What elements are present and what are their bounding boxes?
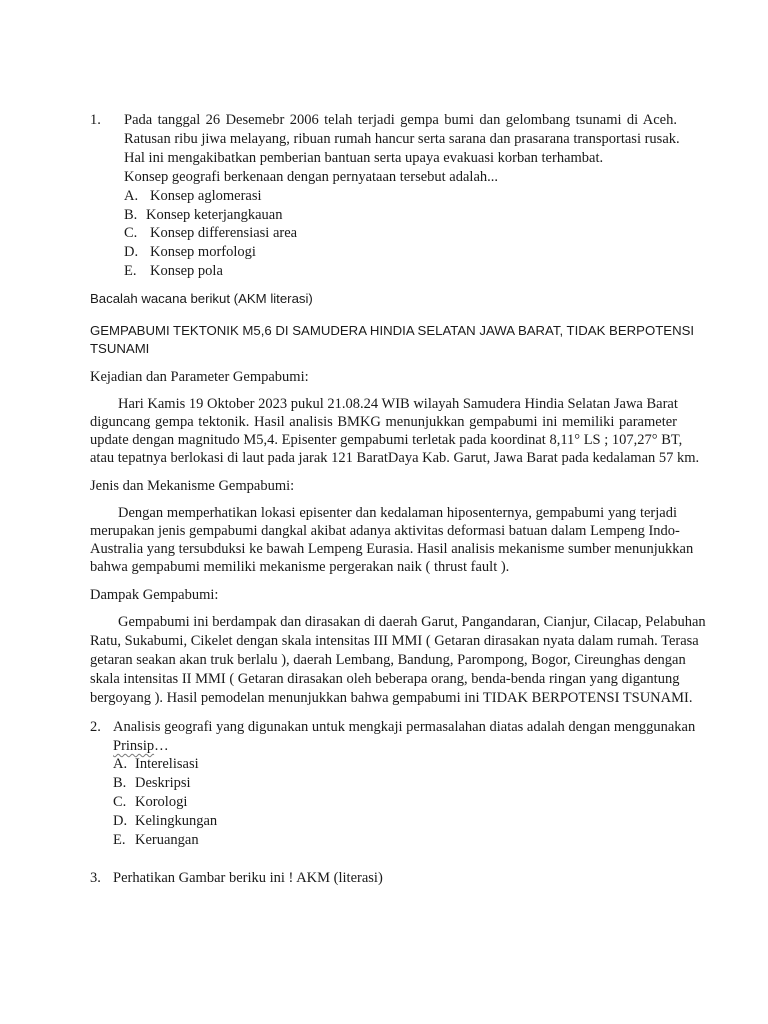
option-letter: B.: [113, 775, 127, 791]
question-number: 3.: [90, 870, 101, 886]
question-text-line: Hal ini mengakibatkan pemberian bantuan serta upaya evakuasi korban terhambat.: [124, 150, 604, 166]
option-letter: C.: [113, 794, 127, 810]
spellcheck-word: Prinsip: [113, 738, 155, 754]
paragraph-line: getaran seakan akan truk berlalu ), daerah Lembang, Bandung, Parompong, Bogor, Cireunghas dengan: [90, 652, 686, 668]
question-text-line: Perhatikan Gambar beriku ini ! AKM (literasi): [113, 870, 383, 886]
answer-option-d[interactable]: [124, 243, 256, 261]
option-text: Konsep morfologi: [150, 244, 256, 260]
section-heading: Jenis dan Mekanisme Gempabumi:: [90, 478, 295, 494]
article-title: GEMPABUMI TEKTONIK M5,6 DI SAMUDERA HINDIA SELATAN JAWA BARAT, TIDAK BERPOTENSI: [90, 323, 695, 338]
option-text: Konsep differensiasi area: [150, 225, 298, 241]
question-text-line: Ratusan ribu jiwa melayang, ribuan rumah hancur serta sarana dan prasarana transportasi rusak.: [124, 131, 680, 147]
question-text-line: [113, 737, 169, 755]
paragraph-line: atau tepatnya berlokasi di laut pada jarak 121 BaratDaya Kab. Garut, Jawa Barat pada kedalaman 57 km.: [90, 450, 700, 466]
paragraph-line: Dengan memperhatikan lokasi episenter dan kedalaman hiposenternya, gempabumi yang terjadi: [118, 505, 677, 521]
paragraph-line: bergoyang ). Hasil pemodelan menunjukkan bahwa gempabumi ini TIDAK BERPOTENSI TSUNAMI.: [90, 690, 693, 706]
section-heading: Kejadian dan Parameter Gempabumi:: [90, 369, 309, 385]
answer-option-a[interactable]: [124, 187, 262, 205]
option-text: Konsep aglomerasi: [150, 188, 262, 204]
option-text: Konsep keterjangkauan: [146, 207, 283, 223]
paragraph-line: Gempabumi ini berdampak dan dirasakan di daerah Garut, Pangandaran, Cianjur, Cilacap, Pelabuhan: [118, 614, 706, 630]
option-letter: E.: [113, 832, 126, 848]
question-number: 2.: [90, 719, 101, 735]
answer-option-a[interactable]: [113, 755, 199, 773]
reading-intro: Bacalah wacana berikut (AKM literasi): [90, 291, 313, 306]
answer-option-b[interactable]: [113, 774, 191, 792]
question-number: 1.: [90, 112, 101, 128]
paragraph-line: update dengan magnitudo M5,4. Episenter gempabumi terletak pada koordinat 8,11° LS ; 107,27° BT,: [90, 432, 683, 448]
answer-option-c[interactable]: [113, 793, 187, 811]
option-letter: A.: [124, 188, 139, 204]
paragraph-line: bahwa gempabumi memiliki mekanisme pergerakan naik ( thrust fault ).: [90, 559, 510, 575]
answer-option-e[interactable]: [113, 831, 199, 849]
question-text-line: Pada tanggal 26 Desemebr 2006 telah terjadi gempa bumi dan gelombang tsunami di Aceh.: [124, 112, 677, 128]
paragraph-line: Australia yang tersubduksi ke bawah Lempeng Eurasia. Hasil analisis mekanisme sumber menunjukkan: [90, 541, 694, 557]
paragraph-line: Ratu, Sukabumi, Cikelet dengan skala intensitas III MMI ( Getaran dirasakan nyata dalam rumah. Terasa: [90, 633, 699, 649]
paragraph-line: diguncang gempa tektonik. Hasil analisis BMKG menunjukkan gempabumi ini memiliki parameter: [90, 414, 677, 430]
answer-option-e[interactable]: [124, 262, 223, 280]
question-text-line: Konsep geografi berkenaan dengan pernyataan tersebut adalah...: [124, 169, 499, 185]
option-text: Korologi: [135, 794, 188, 810]
option-letter: D.: [113, 813, 128, 829]
ellipsis: …: [154, 738, 169, 754]
option-letter: E.: [124, 263, 137, 279]
paragraph-line: skala intensitas II MMI ( Getaran dirasakan oleh beberapa orang, benda-benda ringan yang digantung: [90, 671, 680, 687]
section-heading: Dampak Gempabumi:: [90, 587, 219, 603]
option-letter: D.: [124, 244, 139, 260]
answer-option-b[interactable]: [124, 206, 283, 224]
paragraph-line: Hari Kamis 19 Oktober 2023 pukul 21.08.24 WIB wilayah Samudera Hindia Selatan Jawa Barat: [118, 396, 678, 412]
option-text: Konsep pola: [150, 263, 223, 279]
option-text: Interelisasi: [135, 756, 199, 772]
option-letter: A.: [113, 756, 128, 772]
option-text: Kelingkungan: [135, 813, 218, 829]
option-letter: B.: [124, 207, 138, 223]
article-title: TSUNAMI: [90, 341, 150, 356]
option-text: Deskripsi: [135, 775, 191, 791]
answer-option-c[interactable]: [124, 224, 297, 242]
option-letter: C.: [124, 225, 138, 241]
option-text: Keruangan: [135, 832, 199, 848]
answer-option-d[interactable]: [113, 812, 217, 830]
question-text-line: Analisis geografi yang digunakan untuk mengkaji permasalahan diatas adalah dengan menggunakan: [113, 719, 696, 735]
paragraph-line: merupakan jenis gempabumi dangkal akibat adanya aktivitas deformasi batuan dalam Lempeng Indo-: [90, 523, 680, 539]
